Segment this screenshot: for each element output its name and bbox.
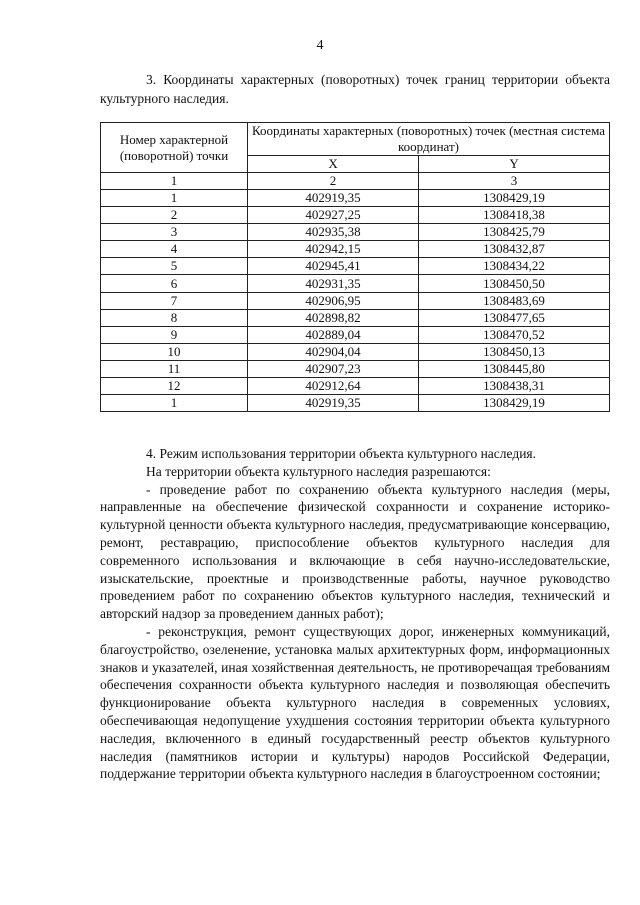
y-coordinate-cell: 1308477,65 bbox=[419, 309, 610, 326]
coordinates-header: Координаты характерных (поворотных) точек (местная система координат) bbox=[248, 123, 610, 156]
x-coordinate-cell: 402919,35 bbox=[248, 395, 419, 412]
x-coordinate-cell: 402945,41 bbox=[248, 258, 419, 275]
y-coordinate-cell: 1308434,22 bbox=[419, 258, 610, 275]
x-coordinate-cell: 402907,23 bbox=[248, 360, 419, 377]
page-number: 4 bbox=[316, 38, 324, 53]
y-coordinate-cell: 1308470,52 bbox=[419, 326, 610, 343]
x-coordinate-cell: 402942,15 bbox=[248, 241, 419, 258]
y-coordinate-cell: 1308450,50 bbox=[419, 275, 610, 292]
table-body bbox=[101, 190, 610, 412]
coordinates-table bbox=[100, 122, 610, 412]
y-coordinate-cell: 1308418,38 bbox=[419, 207, 610, 224]
x-coordinate-cell: 402898,82 bbox=[248, 309, 419, 326]
table-row bbox=[101, 258, 610, 275]
table-row bbox=[101, 326, 610, 343]
table-row bbox=[101, 360, 610, 377]
y-coordinate-cell: 1308429,19 bbox=[419, 395, 610, 412]
point-number-cell: 1 bbox=[101, 190, 248, 207]
x-header: X bbox=[248, 156, 419, 173]
table-row bbox=[101, 190, 610, 207]
x-coordinate-cell: 402889,04 bbox=[248, 326, 419, 343]
point-number-cell: 11 bbox=[101, 360, 248, 377]
table-row bbox=[101, 275, 610, 292]
point-number-header: Номер характерной (поворотной) точки bbox=[101, 123, 248, 173]
point-number-cell: 6 bbox=[101, 275, 248, 292]
table-row bbox=[101, 207, 610, 224]
point-number-cell: 7 bbox=[101, 292, 248, 309]
table-row bbox=[101, 343, 610, 360]
table-row bbox=[101, 378, 610, 395]
point-number-cell: 12 bbox=[101, 378, 248, 395]
permitted-item-2: - реконструкция, ремонт существующих дорог, инженерных коммуникаций, благоустройство, озеленение, установка малых архитектурных форм, информационных знаков и указателей, иная хозяйственная деятельность, не противоречащая требованиям обеспечения сохранности объекта культурного наследия и позволяющая обеспечить функционирование объекта культурного наследия в современных условиях, обеспечивающая недопущение ухудшения состояния территории объекта культурного наследия, включенного в единый государственный реестр объектов культурного наследия (памятников истории и культуры) народов Российской Федерации, поддержание территории объекта культурного наследия в благоустроенном состоянии; bbox=[100, 623, 610, 782]
point-number-cell: 8 bbox=[101, 309, 248, 326]
y-coordinate-cell: 1308429,19 bbox=[419, 190, 610, 207]
point-number-cell: 9 bbox=[101, 326, 248, 343]
point-number-cell: 1 bbox=[101, 395, 248, 412]
x-coordinate-cell: 402927,25 bbox=[248, 207, 419, 224]
index-cell: 1 bbox=[101, 173, 248, 190]
table-header-row bbox=[101, 123, 610, 156]
table-row bbox=[101, 292, 610, 309]
y-coordinate-cell: 1308432,87 bbox=[419, 241, 610, 258]
x-coordinate-cell: 402912,64 bbox=[248, 378, 419, 395]
y-coordinate-cell: 1308450,13 bbox=[419, 343, 610, 360]
section-3-heading-text: 3. Координаты характерных (поворотных) точек границ территории объекта культурного наследия. bbox=[100, 72, 610, 106]
y-coordinate-cell: 1308438,31 bbox=[419, 378, 610, 395]
section-4-heading: 4. Режим использования территории объекта культурного наследия. bbox=[146, 446, 537, 461]
point-number-cell: 4 bbox=[101, 241, 248, 258]
x-coordinate-cell: 402904,04 bbox=[248, 343, 419, 360]
section-4-intro: На территории объекта культурного наследия разрешаются: bbox=[146, 463, 491, 479]
point-number-cell: 10 bbox=[101, 343, 248, 360]
x-coordinate-cell: 402906,95 bbox=[248, 292, 419, 309]
y-coordinate-cell: 1308425,79 bbox=[419, 224, 610, 241]
x-coordinate-cell: 402919,35 bbox=[248, 190, 419, 207]
y-header: Y bbox=[419, 156, 610, 173]
permitted-item-1: - проведение работ по сохранению объекта культурного наследия (меры, направленные на обеспечение физической сохранности и сохранение историко-культурной ценности объекта культурного наследия, предусматривающие консервацию, ремонт, реставрацию, приспособление объектов культурного наследия для современного использования и включающие в себя научно-исследовательские, изыскательские, проектные и производственные работы, научное руководство проведением работ по сохранению объектов культурного наследия, технический и авторский надзор за проведением данных работ); bbox=[100, 481, 610, 622]
point-number-cell: 2 bbox=[101, 207, 248, 224]
section-3-heading bbox=[100, 70, 610, 108]
table-row bbox=[101, 395, 610, 412]
table-row bbox=[101, 224, 610, 241]
index-cell: 2 bbox=[248, 173, 419, 190]
section-4 bbox=[100, 445, 610, 783]
point-number-cell: 5 bbox=[101, 258, 248, 275]
table-index-row bbox=[101, 173, 610, 190]
table-row bbox=[101, 241, 610, 258]
x-coordinate-cell: 402935,38 bbox=[248, 224, 419, 241]
index-cell: 3 bbox=[419, 173, 610, 190]
table-row bbox=[101, 309, 610, 326]
y-coordinate-cell: 1308483,69 bbox=[419, 292, 610, 309]
point-number-cell: 3 bbox=[101, 224, 248, 241]
y-coordinate-cell: 1308445,80 bbox=[419, 360, 610, 377]
x-coordinate-cell: 402931,35 bbox=[248, 275, 419, 292]
